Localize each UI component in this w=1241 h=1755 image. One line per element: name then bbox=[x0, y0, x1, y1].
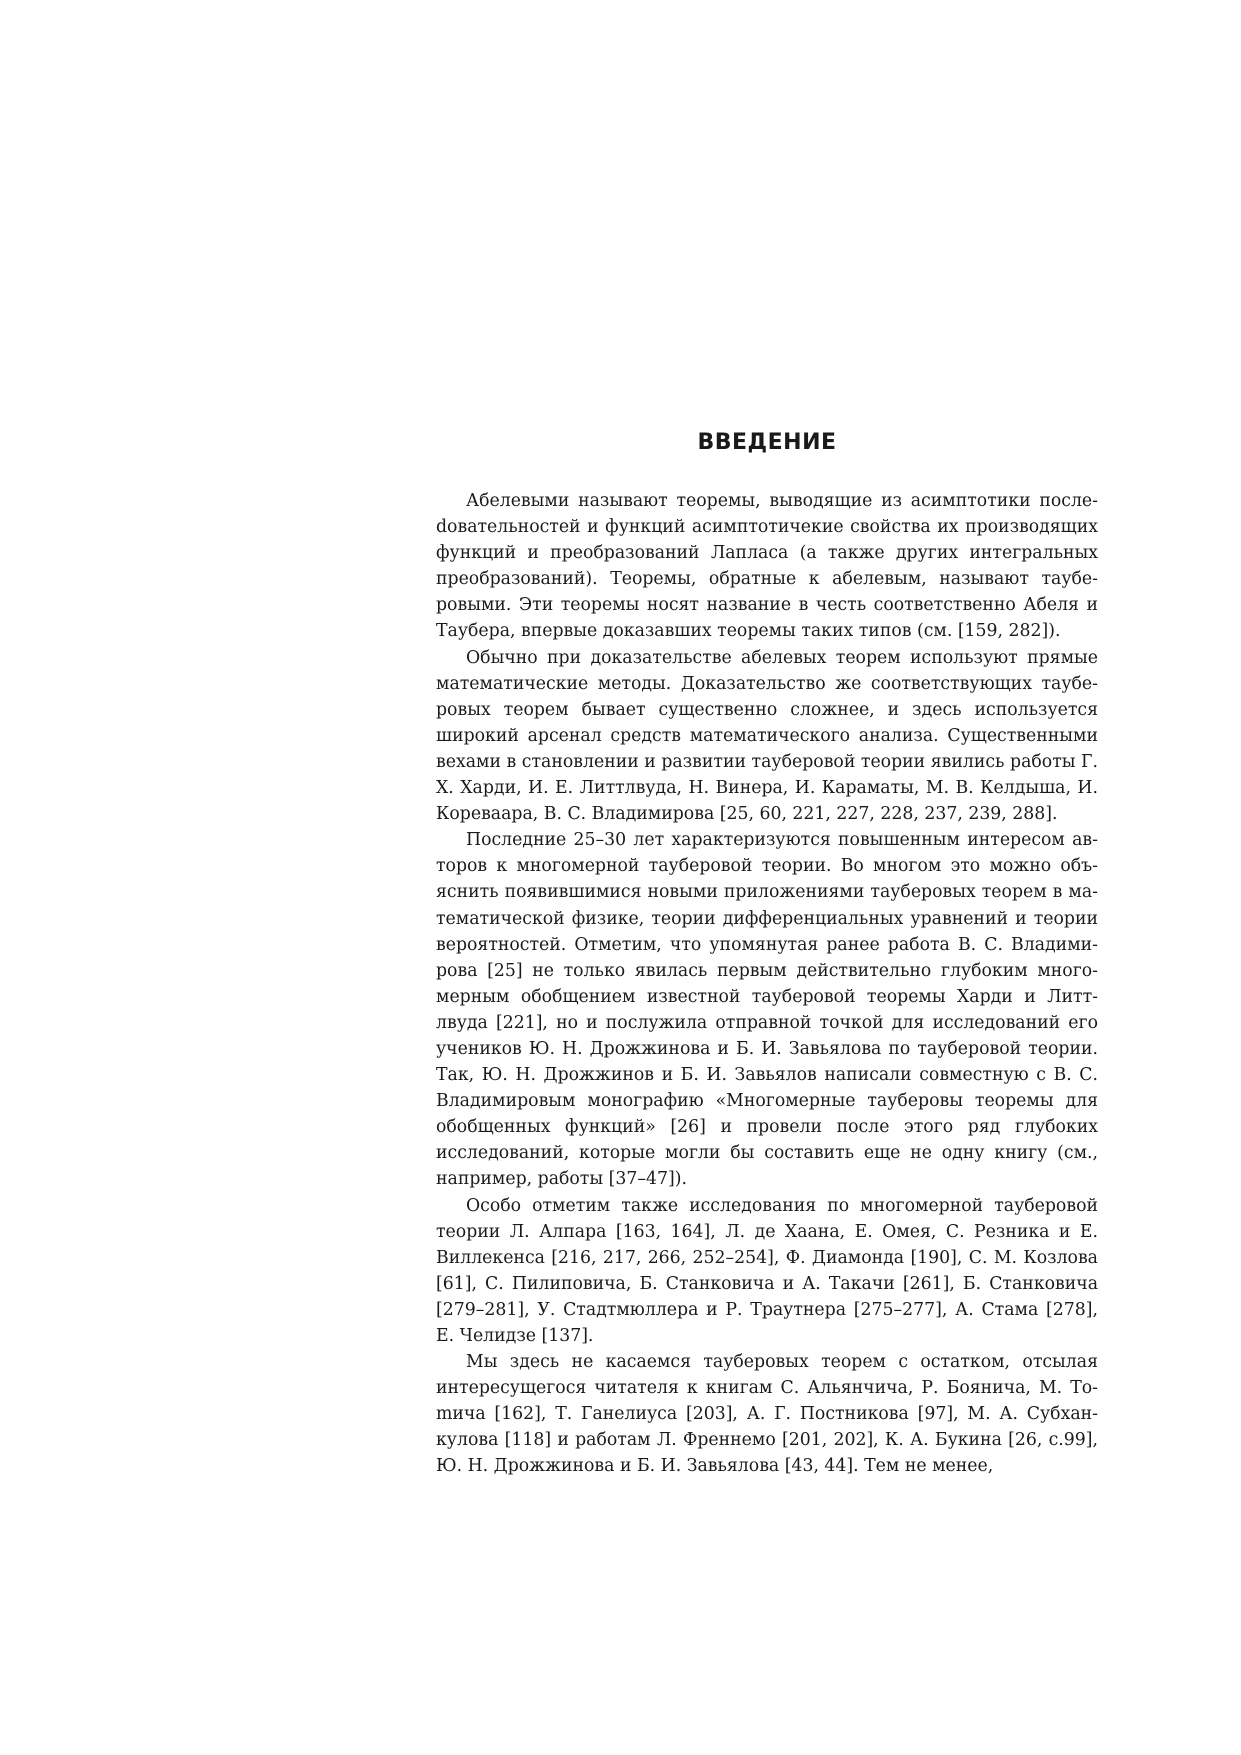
paragraph-5: Мы здесь не касаемся тауберовых теорем с остатком, отсылая интересущегося читателя к книгам С. Альянчича, Р. Боянича, М. Тоmича [162], Т. Ганелиуса [203], А. Г. Постникова [97], М. А. Субханкулова [118] и работам Л. Френнемо [201, 202], К. А. Букина [26, с.99], Ю. Н. Дрожжинова и Б. И. Завьялова [43, 44]. Тем не менее, bbox=[436, 1352, 1098, 1477]
paragraph-2: Обычно при доказательстве абелевых теорем используют прямые математические методы. Доказательство же соответствующих тауберовых теорем бывает существенно сложнее, и здесь используется широкий арсенал средств математического анализа. Существенными вехами в становлении и развитии тауберовой теории явились работы Г. Х. Харди, И. Е. Литтлвуда, Н. Винера, И. Караматы, М. В. Келдыша, И. Кореваара, В. С. Владимирова [25, 60, 221, 227, 228, 237, 239, 288]. bbox=[436, 647, 1098, 825]
paragraph-4: Особо отметим также исследования по многомерной тауберовой теории Л. Алпара [163, 164], Л. де Хаана, Е. Омея, С. Резника и Е. Виллекенса [216, 217, 266, 252–254], Ф. Диамонда [190], С. М. Козлова [61], С. Пилиповича, Б. Станковича и А. Такачи [261], Б. Станковича [279–281], У. Стадтмюллера и Р. Траутнера [275–277], А. Стама [278], Е. Челидзе [137]. bbox=[436, 1195, 1098, 1346]
chapter-heading: ВВЕДЕНИЕ bbox=[697, 430, 837, 455]
text-block bbox=[436, 430, 1098, 1480]
paragraph-3: Последние 25–30 лет характеризуются повышенным интересом авторов к многомерной тауберовой теории. Во многом это можно объяснить появившимися новыми приложениями тауберовых теорем в математической физике, теории дифференциальных уравнений и теории вероятностей. Отметим, что упомянутая ранее работа В. С. Владимирова [25] не только явилась первым действительно глубоким многомерным обобщением известной тауберовой теоремы Харди и Литтлвуда [221], но и послужила отправной точкой для исследований его учеников Ю. Н. Дрожжинова и Б. И. Завьялова по тауберовой теории. Так, Ю. Н. Дрожжинов и Б. И. Завьялов написали совместную с В. С. Владимировым монографию «Многомерные тауберовы теоремы для обобщенных функций» [26] и провели после этого ряд глубоких исследований, которые могли бы составить еще не одну книгу (см., например, работы [37–47]). bbox=[436, 830, 1098, 1190]
paragraph-1: Абелевыми называют теоремы, выводящие из асимптотики послеdовательностей и функций асимптотичекие свойства их производящих функций и преобразований Лапласа (а также других интегральных преобразований). Теоремы, обратные к абелевым, называют тауберовыми. Эти теоремы носят название в честь соответственно Абеля и Таубера, впервые доказавших теоремы таких типов (см. [159, 282]). bbox=[436, 491, 1098, 642]
